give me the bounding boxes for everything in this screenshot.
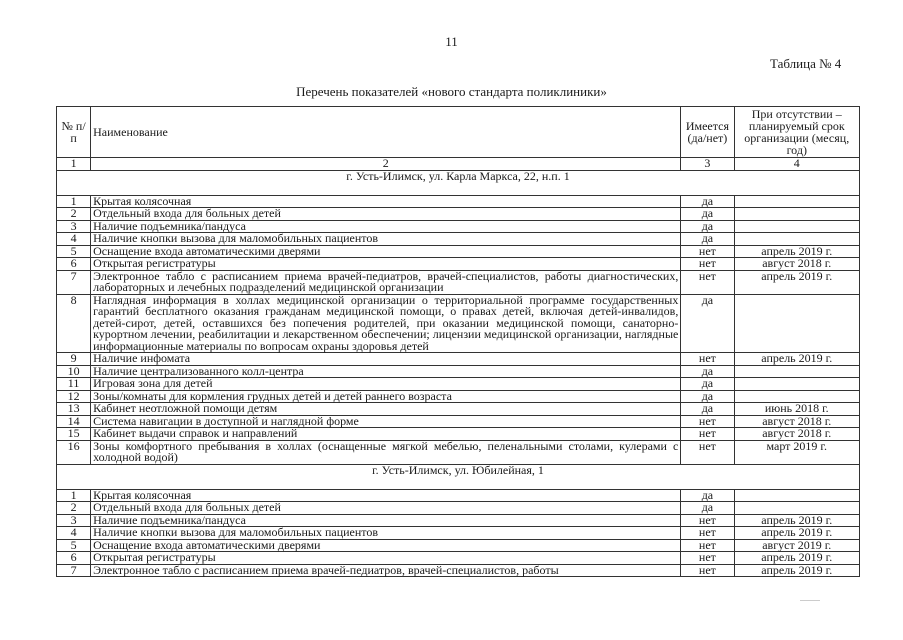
row-name: Наличие кнопки вызова для маломобильных пациентов: [91, 527, 681, 540]
section-title: г. Усть-Илимск, ул. Карла Маркса, 22, н.п. 1: [57, 170, 860, 195]
row-number: 7: [57, 270, 91, 294]
header-row: [57, 107, 860, 158]
row-has: да: [681, 220, 734, 233]
row-number: 9: [57, 353, 91, 366]
row-name: Открытая регистратуры: [91, 552, 681, 565]
row-name: Зоны/комнаты для кормления грудных детей и детей раннего возраста: [91, 390, 681, 403]
row-name: Зоны комфортного пребывания в холлах (оснащенные мягкой мебелью, пеленальными столами, кулерами с холодной водой): [91, 440, 681, 464]
row-number: 4: [57, 527, 91, 540]
row-has: да: [681, 403, 734, 416]
section-row: [57, 464, 860, 489]
header-has: Имеется (да/нет): [681, 107, 734, 158]
row-has: да: [681, 195, 734, 208]
header-name: Наименование: [91, 107, 681, 158]
row-has: нет: [681, 245, 734, 258]
row-deadline: апрель 2019 г.: [734, 527, 859, 540]
row-deadline: апрель 2019 г.: [734, 245, 859, 258]
row-deadline: август 2018 г.: [734, 258, 859, 271]
row-name: Оснащение входа автоматическими дверями: [91, 245, 681, 258]
row-name: Электронное табло с расписанием приема врачей-педиатров, врачей-специалистов, работы диагностических, лабораторных и лечебных подразделений медицинской организации: [91, 270, 681, 294]
row-deadline: [734, 294, 859, 353]
row-number: 3: [57, 220, 91, 233]
row-number: 10: [57, 365, 91, 378]
row-number: 16: [57, 440, 91, 464]
row-deadline: июнь 2018 г.: [734, 403, 859, 416]
row-deadline: август 2019 г.: [734, 539, 859, 552]
row-number: 2: [57, 208, 91, 221]
row-number: 14: [57, 415, 91, 428]
row-name: Наличие централизованного колл-центра: [91, 365, 681, 378]
row-number: 1: [57, 489, 91, 502]
row-number: 6: [57, 552, 91, 565]
header-num: № п/п: [57, 107, 91, 158]
row-number: 3: [57, 514, 91, 527]
row-deadline: март 2019 г.: [734, 440, 859, 464]
section-row: [57, 170, 860, 195]
row-has: нет: [681, 353, 734, 366]
row-name: Наличие подъемника/пандуса: [91, 514, 681, 527]
row-has: нет: [681, 552, 734, 565]
row-name: Открытая регистратуры: [91, 258, 681, 271]
row-deadline: [734, 195, 859, 208]
row-deadline: август 2018 г.: [734, 415, 859, 428]
section-title: г. Усть-Илимск, ул. Юбилейная, 1: [57, 464, 860, 489]
table-row: [57, 564, 860, 577]
row-deadline: [734, 220, 859, 233]
row-number: 6: [57, 258, 91, 271]
table-row: [57, 294, 860, 353]
row-deadline: апрель 2019 г.: [734, 353, 859, 366]
table-body: [57, 170, 860, 577]
scan-mark: [800, 600, 820, 602]
row-has: да: [681, 502, 734, 515]
column-index: 4: [734, 158, 859, 171]
table-title: Перечень показателей «нового стандарта поликлиники»: [296, 84, 607, 99]
row-name: Отдельный входа для больных детей: [91, 502, 681, 515]
row-number: 7: [57, 564, 91, 577]
row-has: да: [681, 233, 734, 246]
row-has: нет: [681, 539, 734, 552]
row-deadline: апрель 2019 г.: [734, 270, 859, 294]
row-has: да: [681, 378, 734, 391]
row-name: Система навигации в доступной и наглядной форме: [91, 415, 681, 428]
row-has: да: [681, 489, 734, 502]
row-number: 5: [57, 245, 91, 258]
table-row: [57, 270, 860, 294]
row-has: нет: [681, 428, 734, 441]
row-deadline: апрель 2019 г.: [734, 564, 859, 577]
table-row: [57, 440, 860, 464]
row-name: Наличие кнопки вызова для маломобильных пациентов: [91, 233, 681, 246]
row-has: да: [681, 365, 734, 378]
row-name: Отдельный входа для больных детей: [91, 208, 681, 221]
row-number: 15: [57, 428, 91, 441]
row-name: Наличие подъемника/пандуса: [91, 220, 681, 233]
row-has: да: [681, 294, 734, 353]
row-number: 4: [57, 233, 91, 246]
row-name: Электронное табло с расписанием приема врачей-педиатров, врачей-специалистов, работы: [91, 564, 681, 577]
column-index: 3: [681, 158, 734, 171]
page-number: 11: [445, 34, 458, 49]
row-name: Крытая колясочная: [91, 489, 681, 502]
row-name: Наглядная информация в холлах медицинской организации о территориальной программе государственных гарантий бесплатного оказания гражданам медицинской помощи, о правах детей, включая детей-инвалидов, детей-сирот, детей, оставшихся без попечения родителей, при оказании медицинской помощи, санаторно-курортном лечении, реабилитации и лекарственном обеспечении; лицензии медицинской организации, наглядные информационные материалы по вопросам охраны здоровья детей: [91, 294, 681, 353]
row-has: нет: [681, 514, 734, 527]
row-name: Наличие инфомата: [91, 353, 681, 366]
row-has: нет: [681, 527, 734, 540]
row-has: да: [681, 208, 734, 221]
row-has: да: [681, 390, 734, 403]
row-deadline: [734, 489, 859, 502]
row-deadline: [734, 365, 859, 378]
row-has: нет: [681, 258, 734, 271]
row-deadline: [734, 378, 859, 391]
row-number: 1: [57, 195, 91, 208]
row-has: нет: [681, 440, 734, 464]
row-number: 12: [57, 390, 91, 403]
row-name: Оснащение входа автоматическими дверями: [91, 539, 681, 552]
row-deadline: август 2018 г.: [734, 428, 859, 441]
table-label: Таблица № 4: [770, 56, 842, 71]
row-number: 5: [57, 539, 91, 552]
row-name: Кабинет выдачи справок и направлений: [91, 428, 681, 441]
row-number: 8: [57, 294, 91, 353]
column-index: 2: [91, 158, 681, 171]
row-has: нет: [681, 415, 734, 428]
row-deadline: апрель 2019 г.: [734, 514, 859, 527]
row-number: 13: [57, 403, 91, 416]
header-deadline: При отсутствии – планируемый срок организации (месяц, год): [734, 107, 859, 158]
row-name: Игровая зона для детей: [91, 378, 681, 391]
row-deadline: апрель 2019 г.: [734, 552, 859, 565]
row-name: Крытая колясочная: [91, 195, 681, 208]
row-deadline: [734, 208, 859, 221]
row-number: 2: [57, 502, 91, 515]
row-number: 11: [57, 378, 91, 391]
indicators-table: [56, 106, 860, 577]
row-has: нет: [681, 564, 734, 577]
row-has: нет: [681, 270, 734, 294]
column-index: 1: [57, 158, 91, 171]
row-name: Кабинет неотложной помощи детям: [91, 403, 681, 416]
